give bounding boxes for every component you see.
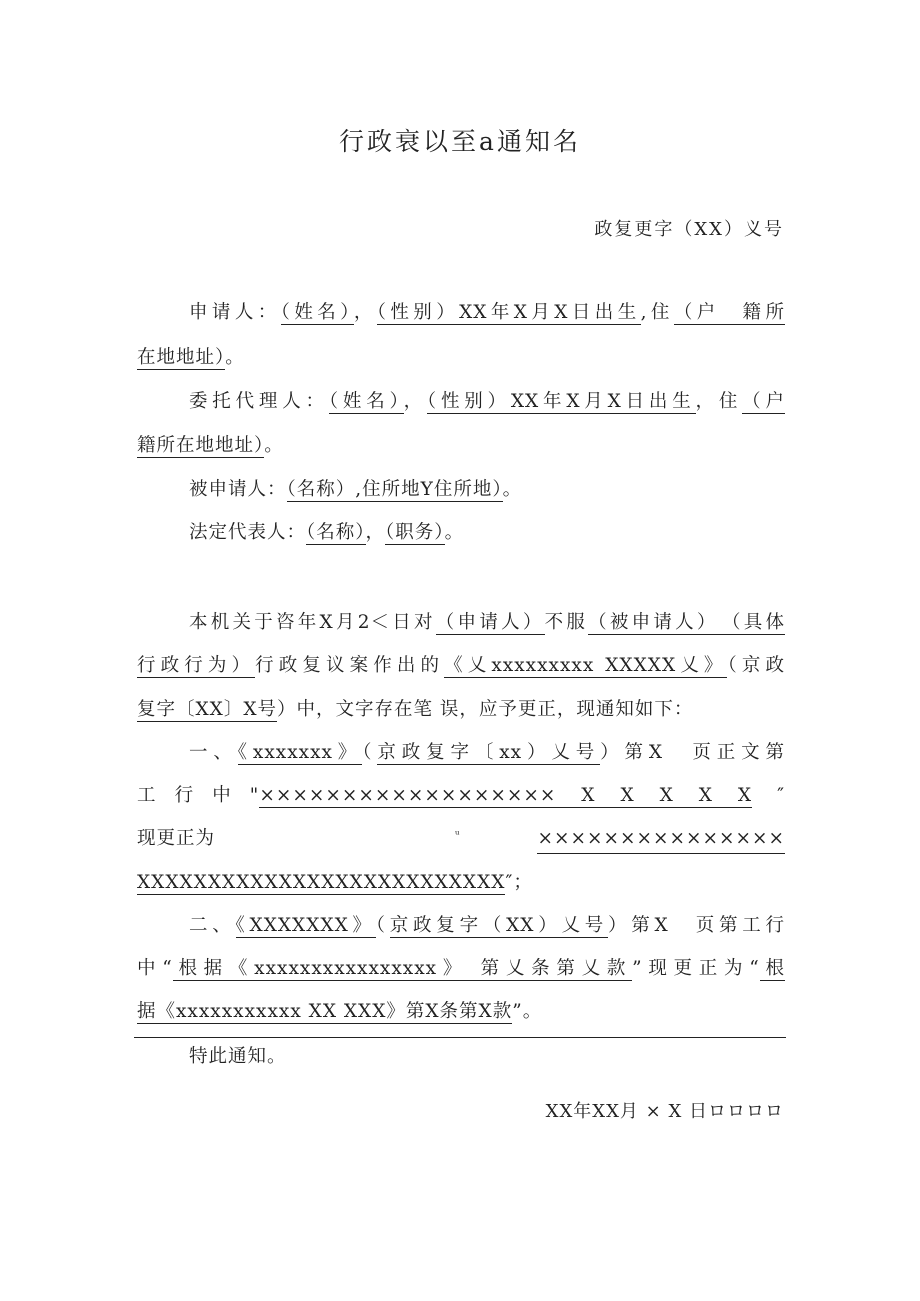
body-text: ″；: [505, 872, 533, 893]
body-text: ”。: [512, 1001, 543, 1022]
document-title: 行政衰以至a通知名: [339, 127, 581, 156]
body-respondent: （被申请人） （具体: [588, 612, 785, 633]
respondent-line: 被申请人：（名称）,住所地Y住所地）。: [189, 479, 523, 500]
respondent-name: （名称）: [286, 479, 356, 500]
applicant-birth: XX年X月X日出生: [459, 302, 641, 323]
agent-address: （户: [742, 391, 785, 412]
applicant-line: 申请人：（姓名），（性别）XX年X月X日出生,住（户 籍所: [189, 302, 785, 323]
item-2-line-2: [137, 956, 785, 982]
body-text: （: [362, 742, 378, 763]
representative-title: （职务）: [385, 522, 445, 543]
item-1-line-3: [137, 826, 785, 852]
body-text: ）中，文字存在笔 误，应予更正，现通知如下：: [277, 699, 694, 720]
body-text: 行政复议案作出的: [255, 655, 445, 676]
closing-line: [137, 1044, 785, 1070]
agent-label: 委托代理人：: [189, 391, 329, 412]
agent-address-cont: 籍所在地地址）: [137, 435, 265, 456]
item-1-marker: 一、: [189, 742, 238, 763]
representative-line: 法定代表人：（名称），（职务）。: [189, 522, 465, 543]
applicant-address-cont: 在地地址）: [137, 347, 226, 368]
representative-name: （名称）: [306, 522, 366, 543]
applicant-address: （户 籍所: [673, 302, 785, 323]
applicant-addr-prefix: ,住: [640, 302, 674, 323]
body-text: 工行中": [137, 785, 260, 806]
respondent-address: ,住所地Y住所地）: [355, 479, 503, 500]
item-1-corrected-text-cont: XXXXXXXXXXXXXXXXXXXXXXXXXX: [137, 872, 506, 893]
item-1-line-2: [137, 783, 785, 809]
item-1-original-text: ×××××××××××××××××× X X X X X: [259, 785, 753, 806]
item-2-original-text: 根据《xxxxxxxxxxxxxxxx》 第乂条第乂款: [172, 958, 633, 979]
item-1-doc-number: 京政复字〔xx）乂号: [377, 742, 601, 763]
body-text: 现更正为: [137, 828, 216, 849]
applicant-label: 申请人：: [189, 302, 281, 323]
body-decision: 《乂xxxxxxxxx XXXXX乂》: [444, 655, 728, 676]
applicant-line-2: 在地地址）。: [137, 347, 245, 368]
item-2-line-1: [137, 913, 785, 939]
respondent-label: 被申请人：: [189, 479, 287, 500]
body-text: ）第X 页第工行: [607, 915, 785, 936]
body-line-1: [137, 610, 785, 636]
body-line-3: [137, 697, 785, 723]
body-text: 中“: [137, 958, 173, 979]
item-2-line-3: [137, 999, 785, 1025]
closing-text: 特此通知。: [189, 1046, 287, 1067]
issue-date: XX年XX月 × X 日ロロロロ: [545, 1101, 784, 1122]
item-1-corrected-text: ×××××××××××××××: [537, 826, 785, 854]
body-text: ″: [752, 785, 785, 806]
body-text: （京政: [727, 655, 785, 676]
item-2-corrected-text-cont: 据《xxxxxxxxxxx XX XXX》第X条第X款: [137, 1001, 513, 1022]
item-2-document: 《XXXXXXX》: [235, 915, 376, 936]
body-applicant: （申请人）: [435, 612, 545, 633]
item-2-doc-number: 京政复字（XX）乂号: [389, 915, 608, 936]
applicant-name: （姓名）: [280, 302, 354, 323]
item-1-line-1: [137, 740, 785, 766]
body-text: （: [375, 915, 390, 936]
body-text: 不服: [544, 612, 589, 633]
item-2-marker: 二、: [189, 915, 236, 936]
divider-line: [134, 1037, 786, 1038]
quote-mark: ᵘ: [455, 828, 461, 841]
body-text: 本机关于咨年X月2＜日对: [189, 612, 436, 633]
body-decision-number: 复字〔XX〕X号: [137, 699, 278, 720]
agent-line: 委托代理人：（姓名），（性别）XX年X月X日出生，住（户: [189, 391, 785, 412]
body-text: ”现更正为“: [632, 958, 760, 979]
agent-gender: （性别）: [426, 391, 511, 412]
item-1-line-4: [137, 870, 785, 896]
item-2-corrected-text: 根: [759, 958, 785, 979]
body-action: 行政行为）: [137, 655, 256, 676]
agent-line-2: 籍所在地地址）。: [137, 435, 284, 456]
agent-name: （姓名）: [328, 391, 404, 412]
body-line-2: [137, 653, 785, 679]
representative-label: 法定代表人：: [189, 522, 307, 543]
agent-addr-prefix: ，住: [695, 391, 743, 412]
item-1-document: 《xxxxxxx》: [237, 742, 363, 763]
body-text: ）第X 页正文第: [600, 742, 785, 763]
applicant-gender: （性别）: [376, 302, 460, 323]
document-number: 政复更字（XX）义号: [594, 219, 784, 240]
agent-birth: XX年X月X日出生: [510, 391, 696, 412]
